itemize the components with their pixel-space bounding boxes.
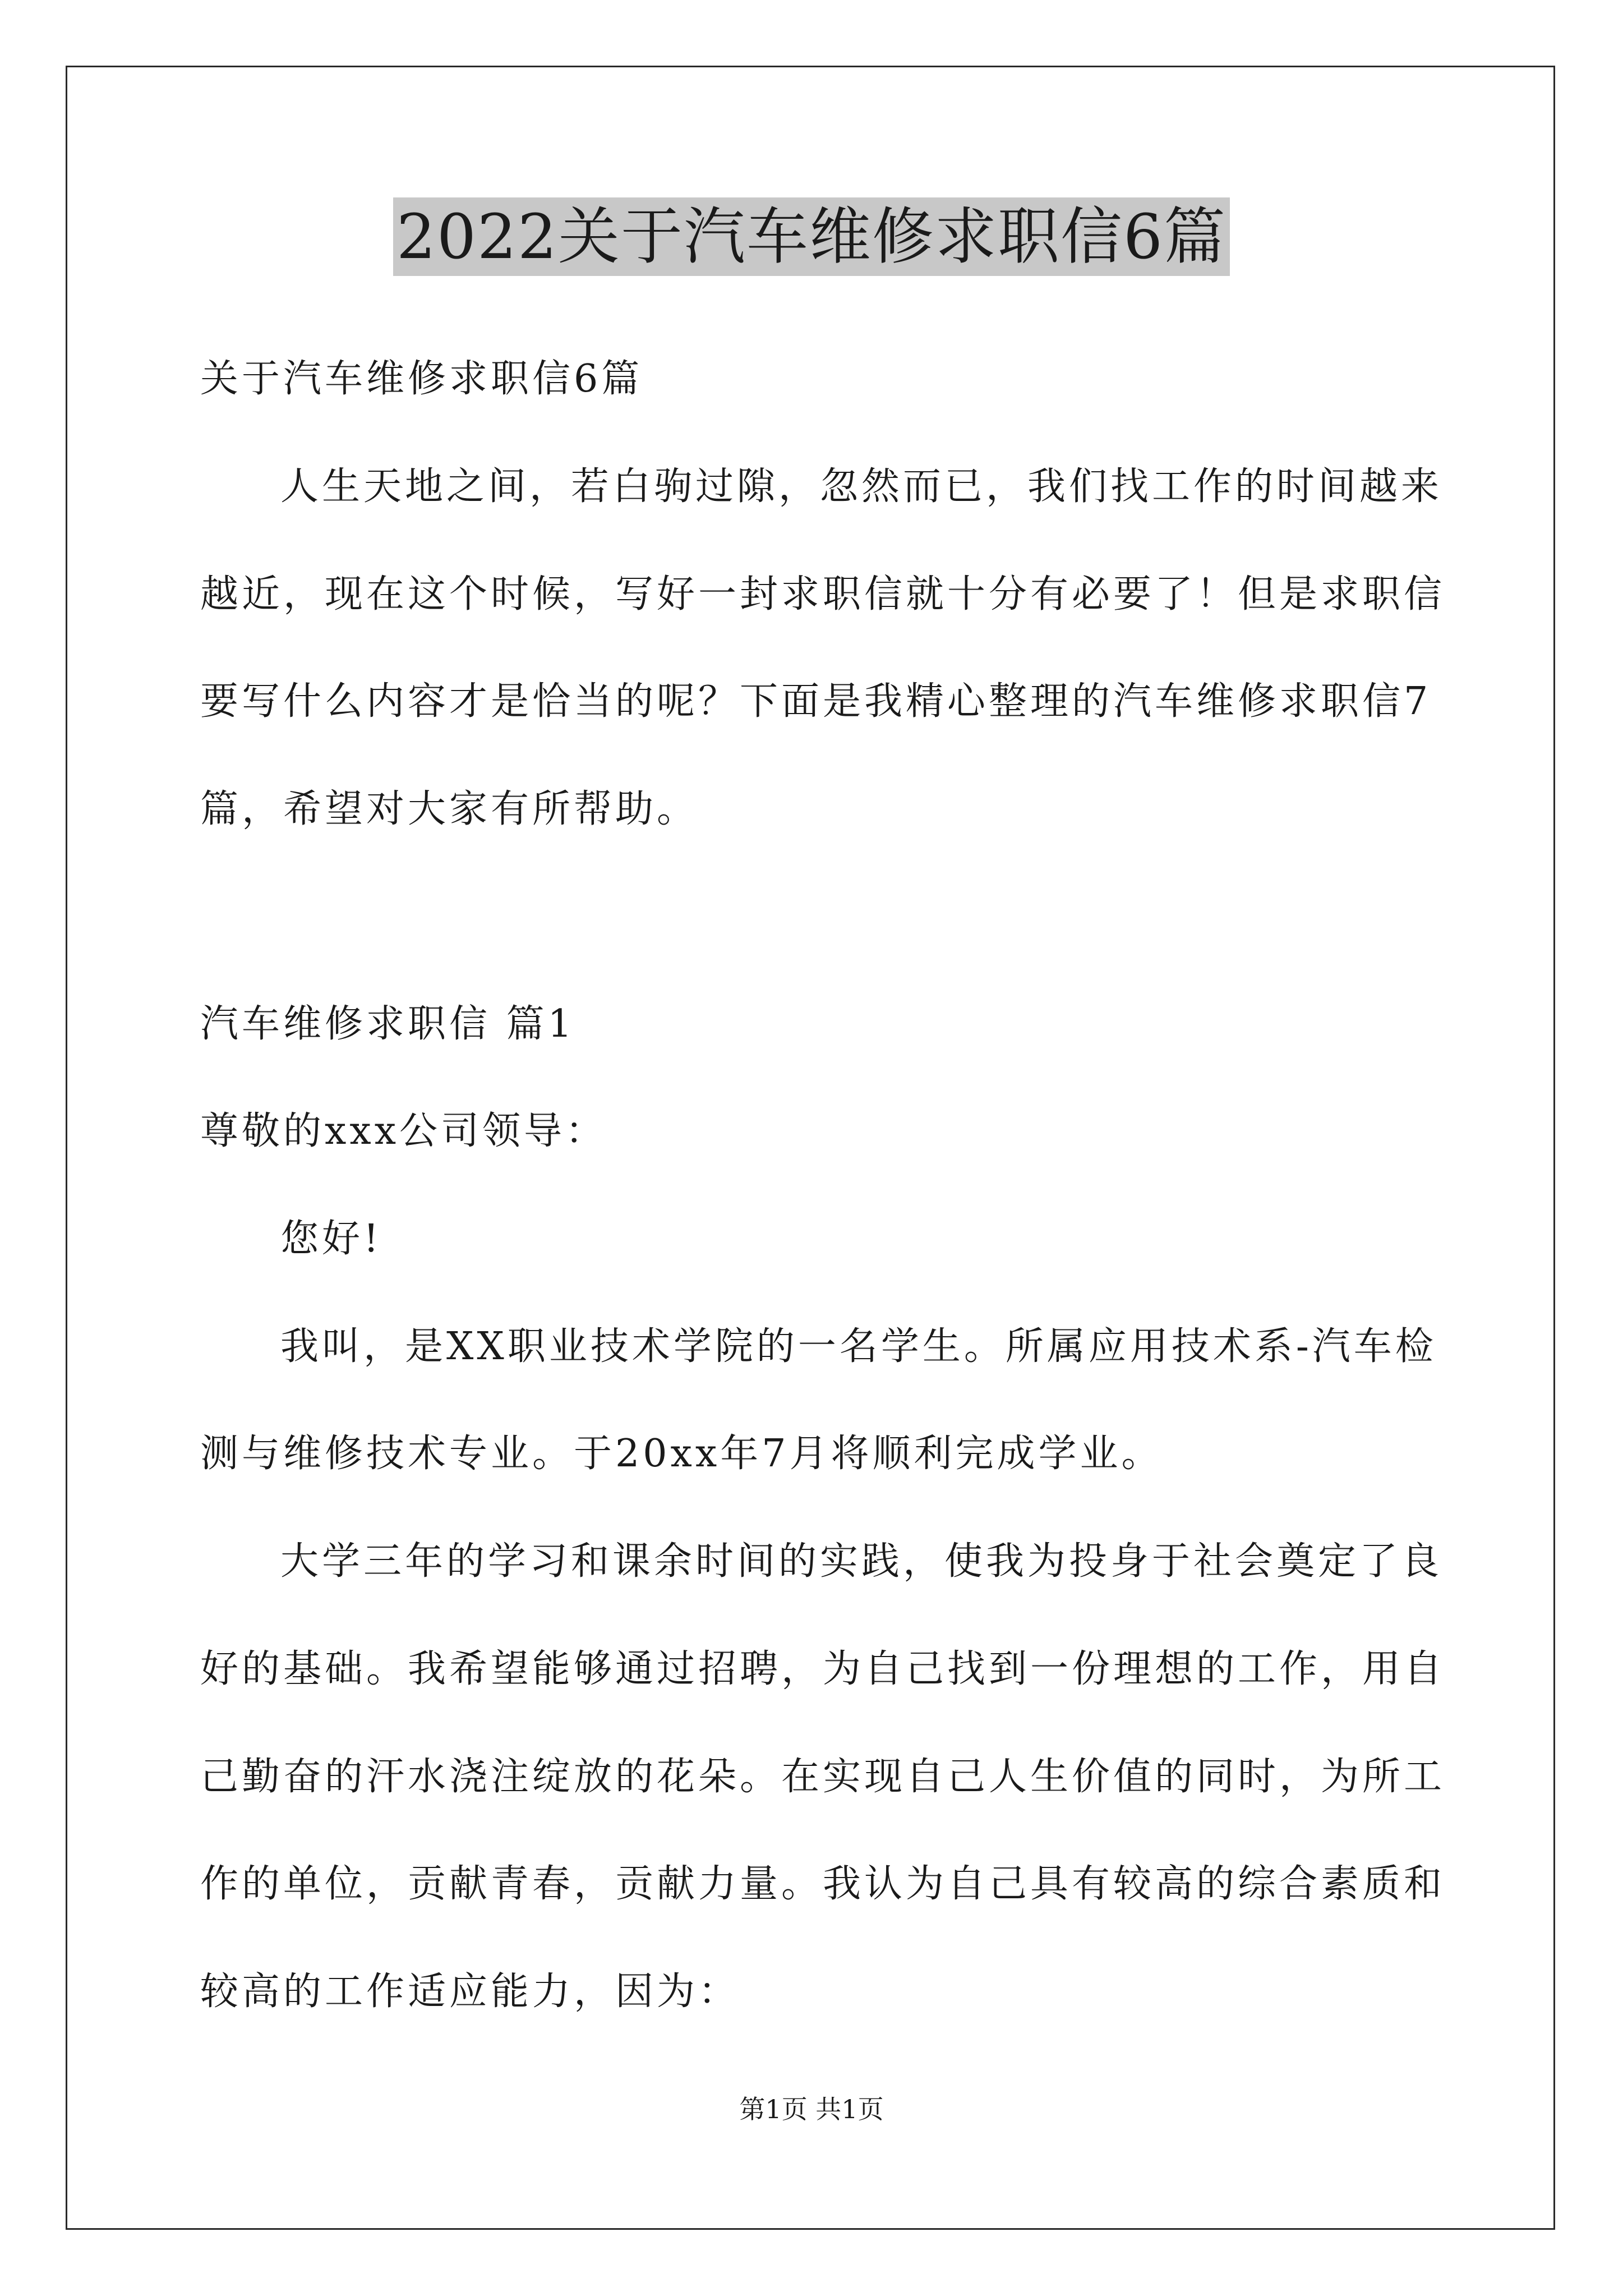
document-title: 2022关于汽车维修求职信6篇 [393, 197, 1230, 276]
paragraph-line: 测与维修技术专业。于20xx年7月将顺利完成学业。 [200, 1432, 1163, 1476]
document-title-container [0, 197, 1623, 276]
section-heading: 汽车维修求职信 篇1 [200, 1002, 575, 1046]
greeting: 您好! [280, 1217, 382, 1261]
intro-line: 要写什么内容才是恰当的呢？下面是我精心整理的汽车维修求职信7 [200, 679, 1432, 724]
intro-line: 越近，现在这个时候，写好一封求职信就十分有必要了！但是求职信 [200, 572, 1446, 616]
paragraph-line: 我叫，是XX职业技术学院的一名学生。所属应用技术系-汽车检 [280, 1324, 1437, 1369]
intro-line: 篇，希望对大家有所帮助。 [200, 787, 699, 831]
paragraph-line: 己勤奋的汗水浇注绽放的花朵。在实现自己人生价值的同时，为所工 [200, 1755, 1446, 1799]
page-footer: 第1页 共1页 [739, 2094, 884, 2124]
intro-line: 人生天地之间，若白驹过隙，忽然而已，我们找工作的时间越来 [280, 464, 1443, 509]
salutation: 尊敬的xxx公司领导： [200, 1109, 607, 1153]
paragraph-line: 作的单位，贡献青春，贡献力量。我认为自己具有较高的综合素质和 [200, 1862, 1446, 1906]
paragraph-line: 好的基础。我希望能够通过招聘，为自己找到一份理想的工作，用自 [200, 1647, 1446, 1691]
subtitle: 关于汽车维修求职信6篇 [200, 357, 643, 401]
paragraph-line: 大学三年的学习和课余时间的实践，使我为投身于社会奠定了良 [280, 1539, 1443, 1584]
paragraph-line: 较高的工作适应能力，因为： [200, 1970, 740, 2014]
